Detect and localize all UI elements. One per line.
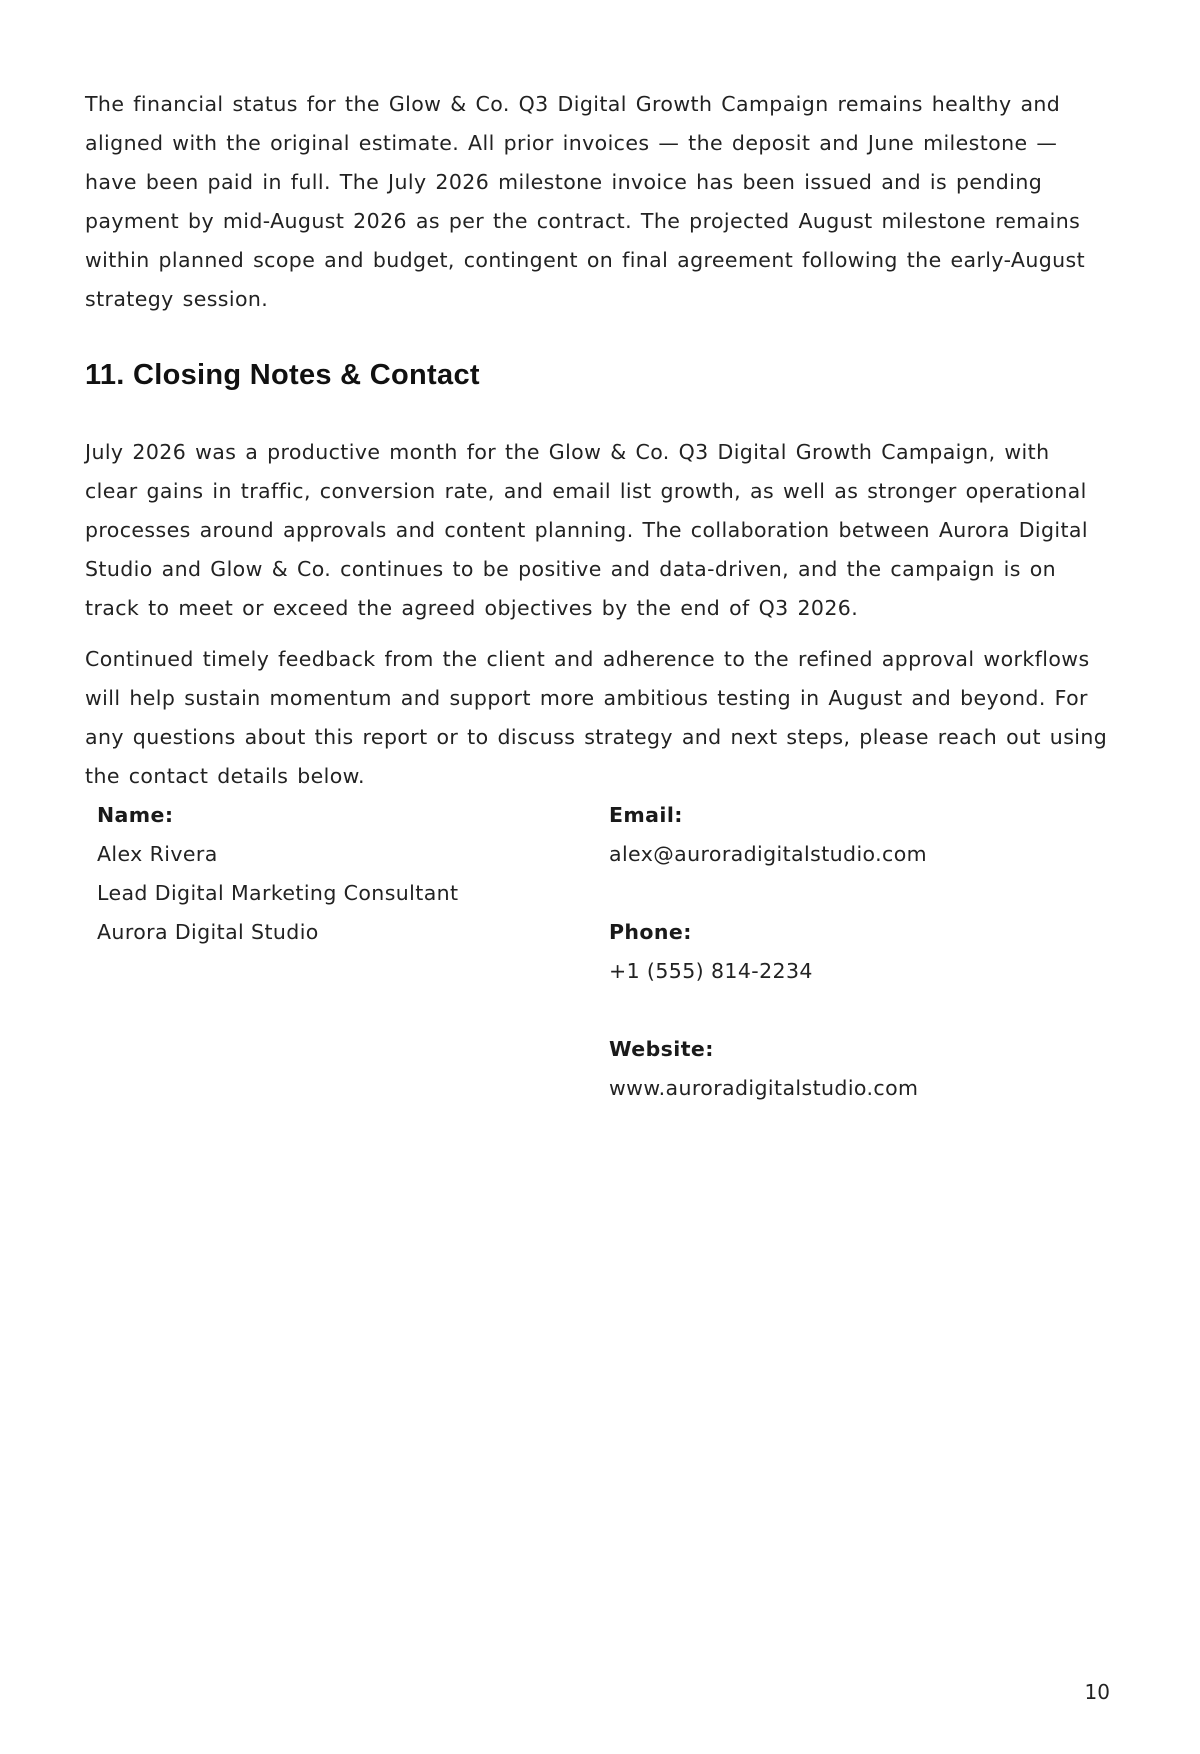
page-number: 10	[1084, 1680, 1110, 1704]
contact-info-column	[609, 796, 1089, 1108]
name-label: Name:	[97, 803, 174, 827]
contact-name-column	[97, 796, 609, 1108]
contact-phone: +1 (555) 814-2234	[609, 959, 813, 983]
email-label: Email:	[609, 803, 683, 827]
document-page	[85, 85, 1110, 1108]
phone-label: Phone:	[609, 920, 692, 944]
financial-status-paragraph: The financial status for the Glow & Co. Q3 Digital Growth Campaign remains healthy and aligned with the original estimate. All prior invoices — the deposit and June milestone — have been paid in full. The July 2026 milestone invoice has been issued and is pending payment by mid-August 2026 as per the contract. The projected August milestone remains within planned scope and budget, contingent on final agreement following the early-August strategy session.	[85, 92, 1086, 311]
contact-website[interactable]: www.auroradigitalstudio.com	[609, 1076, 919, 1100]
spacer	[609, 874, 1089, 913]
contact-title: Lead Digital Marketing Consultant	[97, 881, 459, 905]
closing-paragraph-2: Continued timely feedback from the client and adherence to the refined approval workflows will help sustain momentum and support more ambitious testing in August and beyond. For any questions about this report or to discuss strategy and next steps, please reach out using the contact details below.	[85, 647, 1108, 788]
closing-paragraph-1: July 2026 was a productive month for the Glow & Co. Q3 Digital Growth Campaign, with clear gains in traffic, conversion rate, and email list growth, as well as stronger operational processes around approvals and content planning. The collaboration between Aurora Digital Studio and Glow & Co. continues to be positive and data-driven, and the campaign is on track to meet or exceed the agreed objectives by the end of Q3 2026.	[85, 440, 1088, 620]
contact-details	[85, 796, 1110, 1108]
website-label: Website:	[609, 1037, 714, 1061]
contact-email[interactable]: alex@auroradigitalstudio.com	[609, 842, 928, 866]
contact-company: Aurora Digital Studio	[97, 920, 319, 944]
spacer	[609, 991, 1089, 1030]
contact-name: Alex Rivera	[97, 842, 218, 866]
section-heading: 11. Closing Notes & Contact	[85, 359, 480, 391]
